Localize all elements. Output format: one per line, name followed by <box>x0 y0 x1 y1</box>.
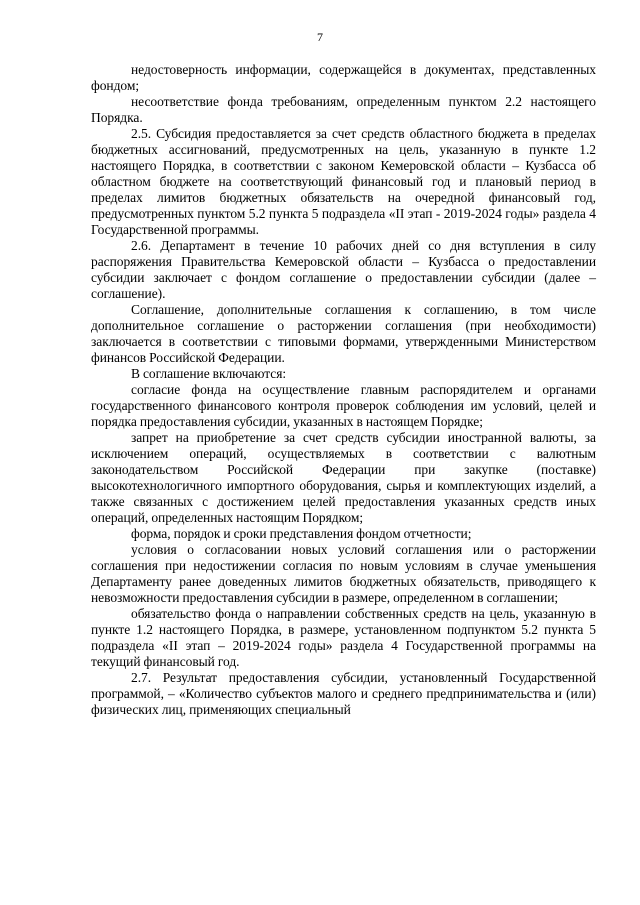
paragraph-2-5-subsidy-source: 2.5. Субсидия предоставляется за счет средств областного бюджета в пределах бюджетных ассигнований, предусмотренных на цель, указанную в пункте 1.2 настоящего Порядка, в соответствии с законом Кемеровской области – Кузбасса об областном бюджете на соответствующий финансовый год и плановый период в пределах лимитов бюджетных обязательств на очередной финансовый год, предусмотренных пунктом 5.2 пункта 5 подраздела «II этап - 2019-2024 годы» раздела 4 Государственной программы. <box>91 126 596 237</box>
paragraph-new-conditions: условия о согласовании новых условий соглашения или о расторжении соглашения при недостижении согласия по новым условиям в случае уменьшения Департаменту ранее доведенных лимитов бюджетных обязательств, приводящего к невозможности предоставления субсидии в размере, определенном в соглашении; <box>91 542 596 605</box>
paragraph-agreement-forms: Соглашение, дополнительные соглашения к соглашению, в том числе дополнительное соглашение о расторжении соглашения (при необходимости) заключается в соответствии с типовыми формами, утвержденными Министерством финансов Российской Федерации. <box>91 302 596 365</box>
paragraph-fund-noncompliance: несоответствие фонда требованиям, определенным пунктом 2.2 настоящего Порядка. <box>91 94 596 125</box>
page-number: 7 <box>317 30 323 44</box>
paragraph-currency-prohibition: запрет на приобретение за счет средств субсидии иностранной валюты, за исключением операций, осуществляемых в соответствии с валютным законодательством Российской Федерации при закупке (поставке) высокотехнологичного импортного оборудования, сырья и комплектующих изделий, а также связанных с достижением целей предоставления указанных средств иных операций, определенных настоящим Порядком; <box>91 430 596 525</box>
paragraph-reporting-form: форма, порядок и сроки представления фондом отчетности; <box>131 526 472 541</box>
document-body <box>91 62 596 718</box>
paragraph-consent-to-audits: согласие фонда на осуществление главным распорядителем и органами государственного финансового контроля проверок соблюдения им условий, целей и порядка предоставления субсидии, указанных в настоящем Порядке; <box>91 382 596 429</box>
paragraph-2-7-result: 2.7. Результат предоставления субсидии, установленный Государственной программой, – «Количество субъектов малого и среднего предпринимательства и (или) физических лиц, применяющих специальный <box>91 670 596 717</box>
paragraph-unreliable-info: недостоверность информации, содержащейся в документах, представленных фондом; <box>91 62 596 93</box>
paragraph-2-6-agreement: 2.6. Департамент в течение 10 рабочих дней со дня вступления в силу распоряжения Правительства Кемеровской области – Кузбасса о предоставлении субсидии заключает с фондом соглашение о предоставлении субсидии (далее – соглашение). <box>91 238 596 301</box>
paragraph-own-funds-obligation: обязательство фонда о направлении собственных средств на цель, указанную в пункте 1.2 настоящего Порядка, в размере, установленном подпунктом 5.2 пункта 5 подраздела «II этап – 2019-2024 годы» раздела 4 Государственной программы на текущий финансовый год. <box>91 606 596 669</box>
paragraph-agreement-includes: В соглашение включаются: <box>131 366 287 381</box>
